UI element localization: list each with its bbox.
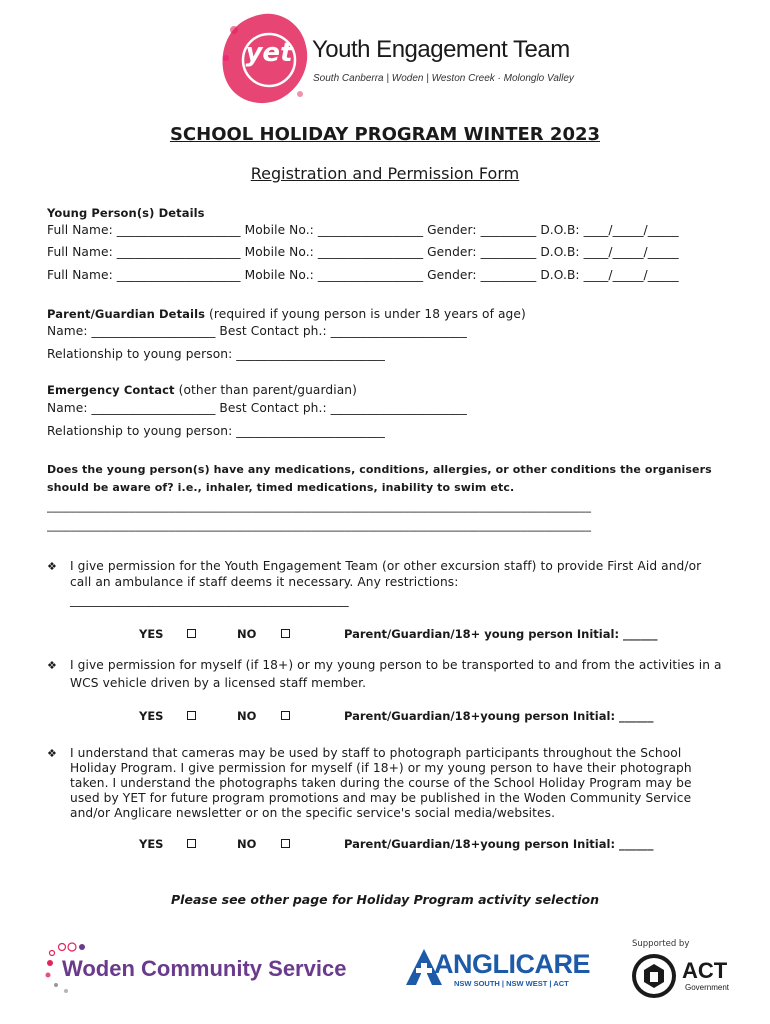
permission-1-restrictions-field[interactable]: _____________________________________________ [70, 593, 349, 607]
medical-question-2: should be aware of? i.e., inhaler, timed medications, inability to swim etc. [47, 481, 515, 494]
woden-name: Woden Community Service [62, 956, 347, 981]
medical-question-1: Does the young person(s) have any medications, conditions, allergies, or other conditions the organisers [47, 463, 712, 476]
emergency-relationship-field[interactable]: Relationship to young person: ________________________ [47, 424, 385, 438]
yet-logo-text: yet [245, 38, 293, 68]
parent-note: (required if young person is under 18 years of age) [205, 307, 526, 321]
permission-3-yes-label: YES [139, 837, 164, 851]
woden-logo [44, 941, 389, 997]
permission-1-yes-label: YES [139, 627, 164, 641]
emergency-name-field[interactable]: Name: ____________________ Best Contact ph.: ______________________ [47, 401, 467, 415]
anglicare-subtitle: NSW SOUTH | NSW WEST | ACT [454, 979, 569, 988]
supported-by-label: Supported by [632, 939, 690, 949]
permission-3-line-3: taken. I understand the photographs taken during the course of the School Holiday Program may be [70, 776, 692, 790]
parent-name-field[interactable]: Name: ____________________ Best Contact ph.: ______________________ [47, 324, 467, 338]
permission-1-yes-checkbox[interactable] [187, 629, 196, 638]
bullet-icon: ❖ [47, 747, 57, 760]
page-title: SCHOOL HOLIDAY PROGRAM WINTER 2023 [169, 124, 601, 145]
bullet-icon: ❖ [47, 659, 57, 672]
permission-3-initial-field[interactable]: Parent/Guardian/18+young person Initial: ______ [344, 837, 654, 851]
emergency-heading-line [47, 383, 357, 397]
permission-2-initial-field[interactable]: Parent/Guardian/18+young person Initial: ______ [344, 709, 654, 723]
medical-answer-line-2[interactable]: _____________________________________________________________________________________________ [47, 518, 592, 532]
medical-answer-line-1[interactable]: _____________________________________________________________________________________________ [47, 499, 592, 513]
permission-1-line-2: call an ambulance if staff deems it necessary. Any restrictions: [70, 575, 459, 589]
page-subtitle: Registration and Permission Form [250, 164, 520, 183]
anglicare-logo [404, 947, 596, 991]
parent-heading: Parent/Guardian Details [47, 307, 206, 321]
yet-logo [214, 8, 314, 108]
permission-1-line-1: I give permission for the Youth Engagement Team (or other excursion staff) to provide First Aid and/or [70, 559, 702, 573]
permission-3-line-4: used by YET for future program promotions and may be published in the Woden Community Service [70, 791, 692, 805]
permission-1-no-checkbox[interactable] [281, 629, 290, 638]
parent-heading-line [47, 307, 526, 321]
young-person-row-2[interactable]: Full Name: ____________________ Mobile No.: _________________ Gender: _________ D.O.B: ____/_____/_____ [47, 245, 679, 259]
act-crest-icon [630, 952, 678, 1000]
young-person-heading: Young Person(s) Details [47, 206, 205, 220]
parent-relationship-field[interactable]: Relationship to young person: ________________________ [47, 347, 385, 361]
permission-3-line-2: Holiday Program. I give permission for myself (if 18+) or my young person to have their photograph [70, 761, 692, 775]
org-regions: South Canberra | Woden | Weston Creek · Molonglo Valley [313, 73, 574, 84]
young-person-row-3[interactable]: Full Name: ____________________ Mobile No.: _________________ Gender: _________ D.O.B: ____/_____/_____ [47, 268, 679, 282]
permission-1-initial-field[interactable]: Parent/Guardian/18+ young person Initial: ______ [344, 627, 658, 641]
young-person-row-1[interactable]: Full Name: ____________________ Mobile No.: _________________ Gender: _________ D.O.B: ____/_____/_____ [47, 223, 679, 237]
permission-2-yes-checkbox[interactable] [187, 711, 196, 720]
permission-2-line-1: I give permission for myself (if 18+) or my young person to be transported to and from the activities in a [70, 658, 722, 672]
permission-1-no-label: NO [237, 627, 257, 641]
permission-3-yes-checkbox[interactable] [187, 839, 196, 848]
permission-3-no-label: NO [237, 837, 257, 851]
permission-2-yes-label: YES [139, 709, 164, 723]
bullet-icon: ❖ [47, 560, 57, 573]
emergency-note: (other than parent/guardian) [174, 383, 357, 397]
permission-3-line-5: and/or Anglicare newsletter or on the specific service's social media/websites. [70, 806, 556, 820]
emergency-heading: Emergency Contact [47, 383, 175, 397]
act-name: ACT [682, 958, 728, 983]
act-subtitle: Government [685, 983, 730, 992]
permission-3-no-checkbox[interactable] [281, 839, 290, 848]
permission-2-line-2: WCS vehicle driven by a licensed staff member. [70, 676, 367, 690]
anglicare-name: ANGLICARE [434, 949, 590, 979]
act-government-logo [630, 952, 735, 1002]
footer-note: Please see other page for Holiday Program activity selection [171, 892, 599, 907]
permission-2-no-checkbox[interactable] [281, 711, 290, 720]
permission-2-no-label: NO [237, 709, 257, 723]
org-name: Youth Engagement Team [312, 36, 570, 63]
permission-3-line-1: I understand that cameras may be used by staff to photograph participants throughout the School [70, 746, 682, 760]
